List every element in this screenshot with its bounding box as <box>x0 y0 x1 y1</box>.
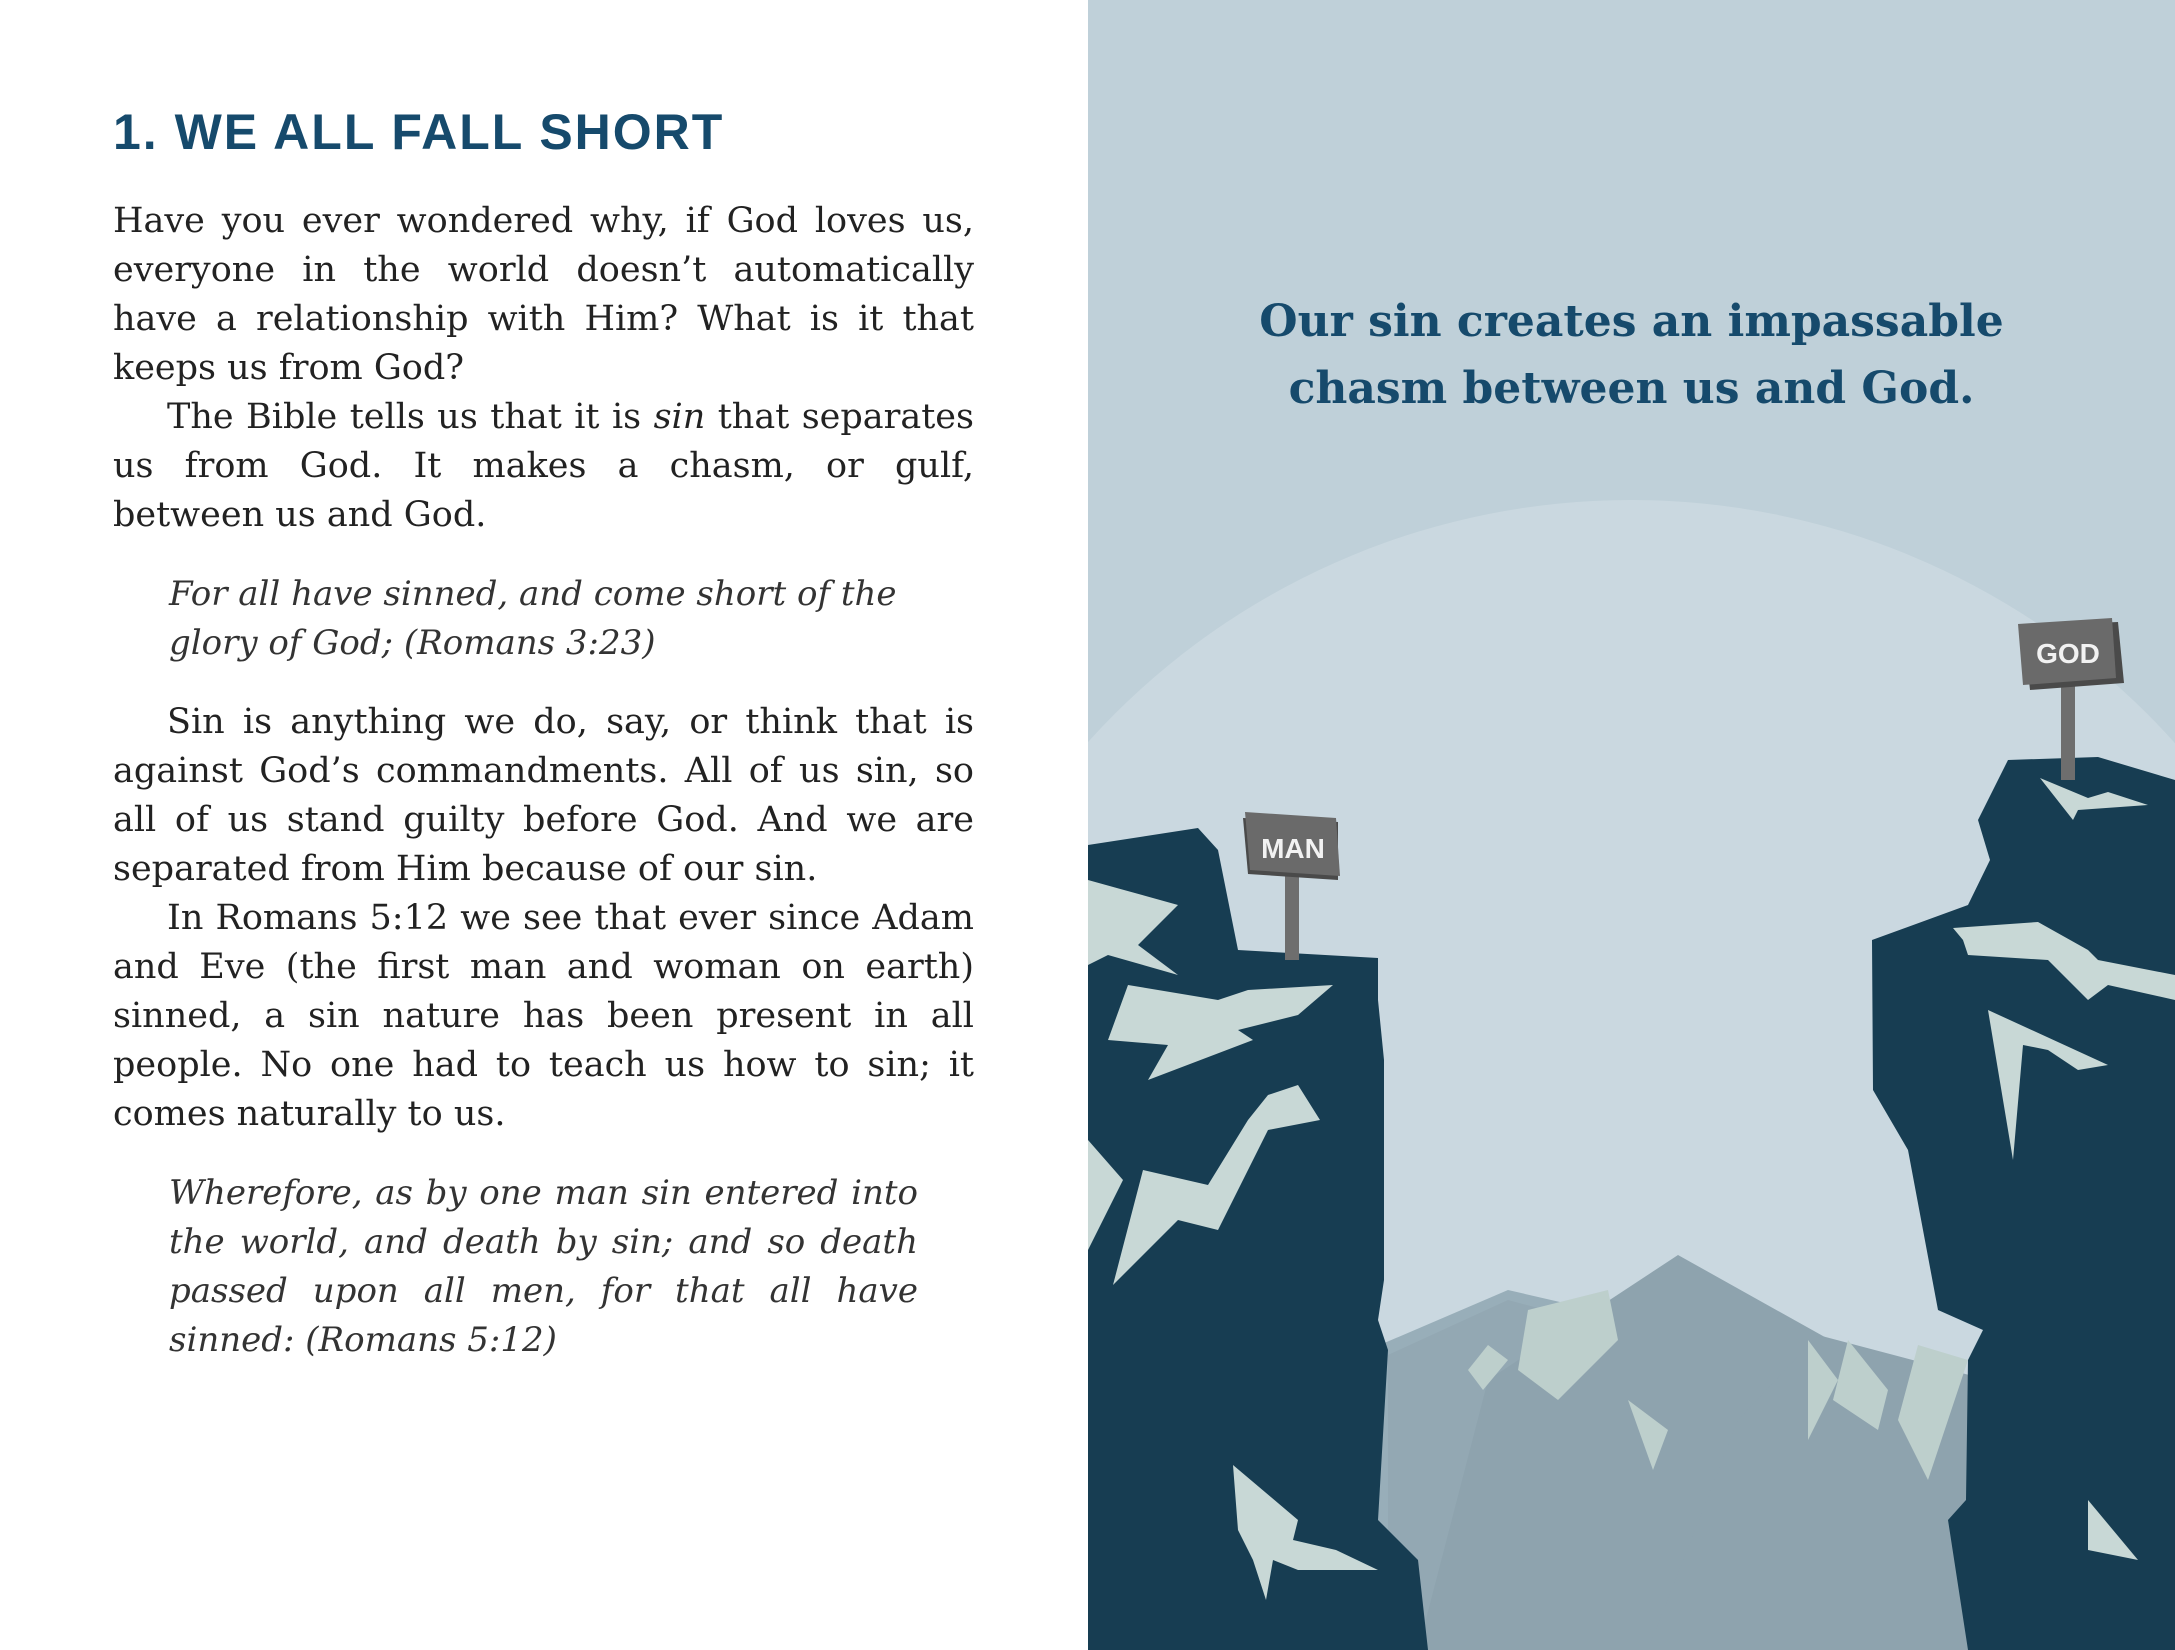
man-sign-post <box>1285 870 1299 960</box>
god-sign-label: GOD <box>2036 638 2100 669</box>
scripture-quote-romans-5-12: Wherefore, as by one man sin entered into the world, and death by sin; and so death passed upon all men, for that all have sinned: (Romans 5:12) <box>169 1173 918 1360</box>
scripture-quote-romans-3-23: For all have sinned, and come short of the glory of God; (Romans 3:23) <box>169 574 897 663</box>
paragraph-1: Have you ever wondered why, if God loves us, everyone in the world doesn’t automatically have a relationship with Him? What is it that keeps us from God? <box>113 201 974 388</box>
emphasis-sin: sin <box>653 397 706 437</box>
paragraph-2 <box>113 393 974 540</box>
caption-line-1: Our sin creates an impassable <box>1259 296 2004 347</box>
right-page-illustration <box>1088 0 2175 1650</box>
caption-line-2: chasm between us and God. <box>1288 363 1975 414</box>
man-sign-label: MAN <box>1261 833 1325 864</box>
chasm-illustration <box>1088 0 2175 1650</box>
paragraph-2-end: that separates us from God. It makes a chasm, or gulf, between us and God. <box>113 397 974 535</box>
paragraph-3: Sin is anything we do, say, or think that is against God’s commandments. All of us sin, so all of us stand guilty before God. And we are separated from Him because of our sin. <box>113 702 974 889</box>
paragraph-4: In Romans 5:12 we see that ever since Adam and Eve (the first man and woman on earth) sinned, a sin nature has been present in all people. No one had to teach us how to sin; it comes naturally to us. <box>113 898 974 1134</box>
paragraph-2-start: The Bible tells us that it is <box>167 397 654 437</box>
illustration-caption <box>1088 288 2175 422</box>
god-sign-post <box>2061 680 2075 780</box>
section-heading: 1. WE ALL FALL SHORT <box>113 104 725 160</box>
body-text <box>113 197 974 1395</box>
